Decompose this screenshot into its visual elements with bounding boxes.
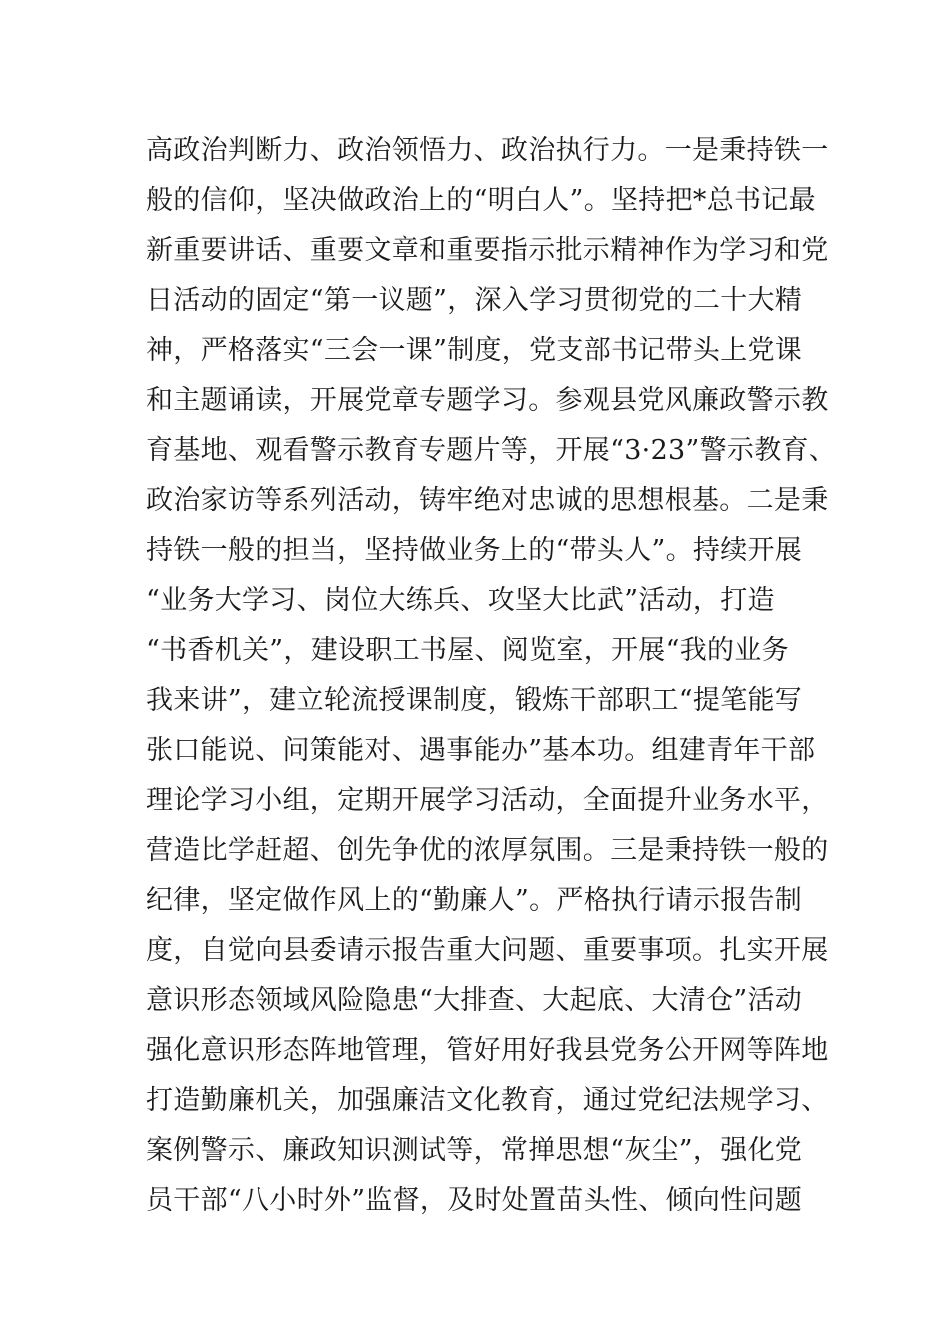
text-line: 营造比学赶超、创先争优的浓厚氛围。三是秉持铁一般的 [146, 835, 829, 866]
text-line: 持铁一般的担当，坚持做业务上的“带头人”。持续开展 [146, 535, 803, 566]
body-text [146, 126, 837, 1226]
text-line: 我来讲”，建立轮流授课制度，锻炼干部职工“提笔能写 [146, 685, 803, 716]
text-line: “业务大学习、岗位大练兵、攻坚大比武”活动，打造 [146, 585, 775, 616]
text-line: 案例警示、廉政知识测试等，常掸思想“灰尘”，强化党 [146, 1135, 803, 1166]
text-line: 打造勤廉机关，加强廉洁文化教育，通过党纪法规学习、 [146, 1085, 829, 1116]
text-line: 意识形态领域风险隐患“大排查、大起底、大清仓”活动 [146, 985, 803, 1016]
text-line: 日活动的固定“第一议题”，深入学习贯彻党的二十大精 [146, 285, 803, 316]
text-line: 张口能说、问策能对、遇事能办”基本功。组建青年干部 [146, 735, 816, 766]
text-line: 般的信仰，坚决做政治上的“明白人”。坚持把*总书记最 [146, 185, 816, 216]
text-line: 纪律，坚定做作风上的“勤廉人”。严格执行请示报告制 [146, 885, 803, 916]
text-line: 政治家访等系列活动，铸牢绝对忠诚的思想根基。二是秉 [146, 485, 829, 516]
text-line: 育基地、观看警示教育专题片等，开展“3·23”警示教育、 [146, 435, 837, 466]
text-line: 度，自觉向县委请示报告重大问题、重要事项。扎实开展 [146, 935, 829, 966]
text-line: 理论学习小组，定期开展学习活动，全面提升业务水平， [146, 785, 829, 816]
text-line: 和主题诵读，开展党章专题学习。参观县党风廉政警示教 [146, 385, 829, 416]
text-line: “书香机关”，建设职工书屋、阅览室，开展“我的业务 [146, 635, 789, 666]
text-line: 神，严格落实“三会一课”制度，党支部书记带头上党课 [146, 335, 803, 366]
text-line: 强化意识形态阵地管理，管好用好我县党务公开网等阵地 [146, 1035, 829, 1066]
text-line: 新重要讲话、重要文章和重要指示批示精神作为学习和党 [146, 235, 829, 266]
text-line: 员干部“八小时外”监督，及时处置苗头性、倾向性问题 [146, 1185, 803, 1216]
text-line: 高政治判断力、政治领悟力、政治执行力。一是秉持铁一 [146, 135, 829, 166]
